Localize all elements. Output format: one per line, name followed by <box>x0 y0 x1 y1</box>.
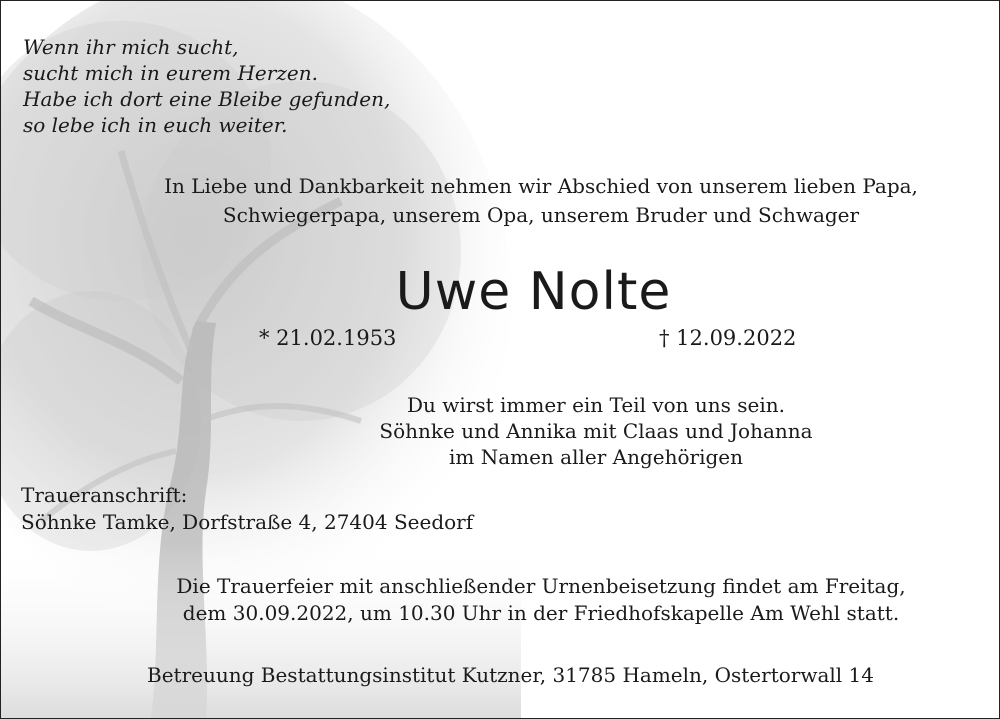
birth-date: * 21.02.1953 <box>259 326 397 350</box>
funeral-home-info: Betreuung Bestattungsinstitut Kutzner, 31785 Hameln, Ostertorwall 14 <box>147 663 874 687</box>
memorial-poem <box>23 34 390 138</box>
deceased-name: Uwe Nolte <box>395 262 672 322</box>
farewell-intro <box>1 172 1000 230</box>
ceremony-info <box>1 573 1000 627</box>
poem-line: Habe ich dort eine Bleibe gefunden, <box>23 87 391 111</box>
address-label: Traueranschrift: <box>21 483 188 507</box>
poem-line: so lebe ich in euch weiter. <box>23 113 288 137</box>
address-value: Söhnke Tamke, Dorfstraße 4, 27404 Seedorf <box>21 510 474 534</box>
ceremony-line: dem 30.09.2022, um 10.30 Uhr in der Friedhofskapelle Am Wehl statt. <box>182 601 900 625</box>
mourning-address <box>21 482 473 536</box>
family-line: Du wirst immer ein Teil von uns sein. <box>406 393 786 417</box>
poem-line: sucht mich in eurem Herzen. <box>23 61 318 85</box>
family-line: im Namen aller Angehörigen <box>448 445 743 469</box>
death-date: † 12.09.2022 <box>659 326 797 350</box>
ceremony-line: Die Trauerfeier mit anschließender Urnenbeisetzung findet am Freitag, <box>176 574 906 598</box>
poem-line: Wenn ihr mich sucht, <box>23 35 239 59</box>
intro-line: Schwiegerpapa, unserem Opa, unserem Bruder und Schwager <box>222 203 860 227</box>
intro-line: In Liebe und Dankbarkeit nehmen wir Abschied von unserem lieben Papa, <box>164 174 918 198</box>
family-signature <box>1 392 1000 470</box>
family-line: Söhnke und Annika mit Claas und Johanna <box>379 419 813 443</box>
